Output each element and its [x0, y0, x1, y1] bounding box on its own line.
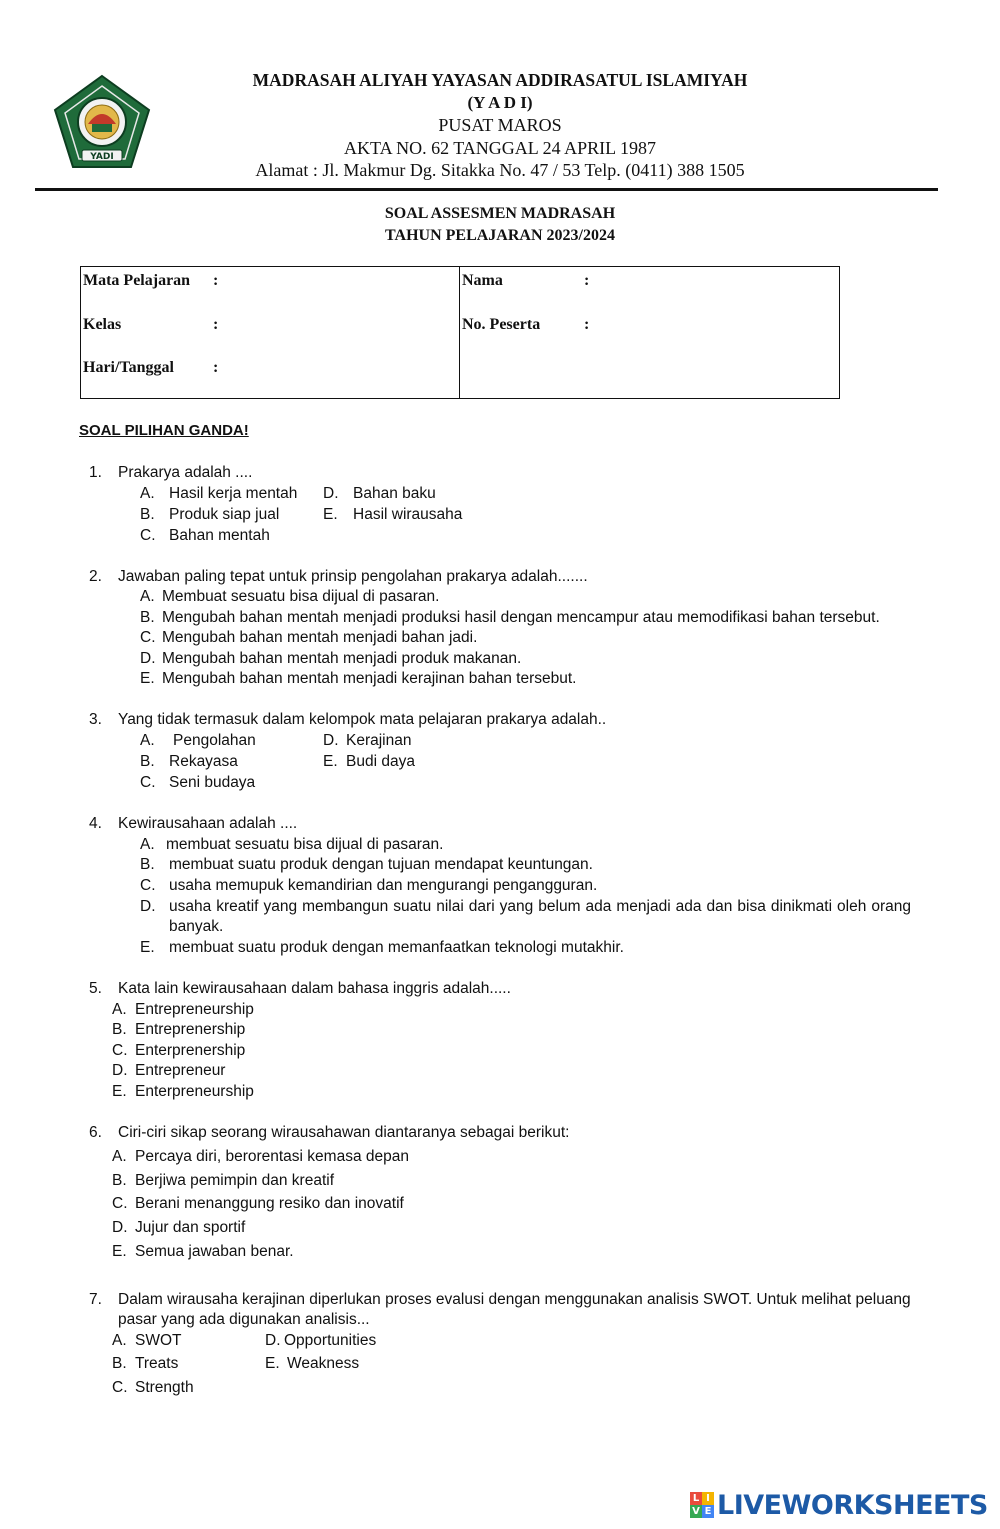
school-abbrev: (Y A D I)	[467, 93, 533, 112]
option-text: Weakness	[287, 1355, 360, 1372]
option-text: SWOT	[135, 1332, 182, 1349]
question-number: 4.	[89, 815, 102, 832]
question-number: 6.	[89, 1124, 102, 1141]
option-letter: C.	[140, 877, 156, 894]
option-letter: A.	[140, 732, 155, 749]
option-letter: B.	[112, 1355, 127, 1372]
option-text: Berani menanggung resiko dan inovatif	[135, 1195, 404, 1212]
option-letter: D.	[112, 1062, 128, 1079]
option-letter: C.	[140, 527, 156, 544]
question-text: Ciri-ciri sikap seorang wirausahawan diantaranya sebagai berikut:	[118, 1124, 570, 1141]
option-letter: A.	[112, 1001, 127, 1018]
option-text: usaha memupuk kemandirian dan mengurangi pengangguran.	[169, 877, 598, 894]
option-letter: C.	[112, 1195, 128, 1212]
option-letter: A.	[112, 1332, 127, 1349]
option-letter: E.	[265, 1355, 280, 1372]
question-number: 3.	[89, 711, 102, 728]
option-text-continuation: banyak.	[169, 918, 224, 935]
option-text: Bahan baku	[353, 485, 436, 502]
question-number: 7.	[89, 1291, 102, 1308]
option-letter: E.	[140, 670, 155, 687]
option-text: Hasil kerja mentah	[169, 485, 298, 502]
participant-number-colon: :	[584, 316, 590, 333]
option-letter: A.	[140, 485, 155, 502]
option-text: Entrepreneur	[135, 1062, 226, 1079]
question-text: Jawaban paling tepat untuk prinsip pengolahan prakarya adalah.......	[118, 568, 588, 585]
question-number: 1.	[89, 464, 102, 481]
option-letter: C.	[112, 1042, 128, 1059]
header-divider	[35, 188, 938, 191]
name-label: Nama	[462, 272, 503, 289]
class-colon: :	[213, 316, 219, 333]
option-letter: E.	[323, 506, 338, 523]
option-text: usaha kreatif yang membangun suatu nilai dari yang belum ada menjadi ada dan bisa dinikmati oleh orang	[169, 898, 911, 915]
option-letter: D.	[140, 898, 156, 915]
option-text: Seni budaya	[169, 774, 256, 791]
option-text: Kerajinan	[346, 732, 412, 749]
option-letter: B.	[140, 856, 155, 873]
question-number: 2.	[89, 568, 102, 585]
question-text: Yang tidak termasuk dalam kelompok mata pelajaran prakarya adalah..	[118, 711, 607, 728]
option-letter: E.	[112, 1243, 127, 1260]
option-text: Pengolahan	[173, 732, 256, 749]
option-letter: C.	[112, 1379, 128, 1396]
question-text: Dalam wirausaha kerajinan diperlukan proses evalusi dengan menggunakan analisis SWOT. Untuk melihat peluang	[118, 1291, 911, 1308]
option-letter: D.	[323, 485, 339, 502]
option-letter: C.	[140, 629, 156, 646]
option-letter: B.	[112, 1172, 127, 1189]
question-text: Kata lain kewirausahaan dalam bahasa inggris adalah.....	[118, 980, 511, 997]
liveworksheets-watermark[interactable]	[690, 1488, 988, 1522]
option-text: Entreprenership	[135, 1021, 246, 1038]
option-text: Entrepreneurship	[135, 1001, 254, 1018]
option-text: Enterprenership	[135, 1042, 246, 1059]
question-text-continuation: pasar yang ada digunakan analisis...	[118, 1311, 370, 1328]
option-letter: A.	[112, 1148, 127, 1165]
option-text: Hasil wirausaha	[353, 506, 463, 523]
info-divider	[459, 267, 460, 398]
option-letter: E.	[323, 753, 338, 770]
watermark-text: LIVEWORKSHEETS	[717, 1489, 988, 1521]
date-colon: :	[213, 359, 219, 376]
option-letter: E.	[112, 1083, 127, 1100]
option-letter: B.	[112, 1021, 127, 1038]
option-letter: A.	[140, 836, 155, 853]
option-text: Rekayasa	[169, 753, 238, 770]
subject-colon: :	[213, 272, 219, 289]
option-text: Budi daya	[346, 753, 415, 770]
option-text: membuat suatu produk dengan tujuan mendapat keuntungan.	[169, 856, 593, 873]
section-title: SOAL PILIHAN GANDA!	[79, 422, 249, 439]
option-letter: E.	[140, 939, 155, 956]
option-text: membuat suatu produk dengan memanfaatkan teknologi mutakhir.	[169, 939, 624, 956]
option-letter: B.	[140, 609, 155, 626]
school-location: PUSAT MAROS	[438, 115, 562, 135]
option-text: Mengubah bahan mentah menjadi produk makanan.	[162, 650, 522, 667]
option-text: Bahan mentah	[169, 527, 270, 544]
participant-number-label: No. Peserta	[462, 316, 541, 333]
logo-tile: I	[702, 1492, 714, 1505]
class-label: Kelas	[83, 316, 122, 333]
svg-text:YADI: YADI	[90, 152, 114, 162]
logo-tile: L	[690, 1492, 702, 1505]
logo-tile: V	[690, 1505, 702, 1518]
option-letter: D.	[140, 650, 156, 667]
exam-title: SOAL ASSESMEN MADRASAH	[384, 205, 616, 222]
question-number: 5.	[89, 980, 102, 997]
option-letter: D.	[323, 732, 339, 749]
student-info-box	[80, 266, 840, 399]
option-text: Mengubah bahan mentah menjadi kerajinan bahan tersebut.	[162, 670, 577, 687]
subject-label: Mata Pelajaran	[83, 272, 191, 289]
option-text: Treats	[135, 1355, 179, 1372]
option-text: Opportunities	[284, 1332, 377, 1349]
school-logo	[52, 74, 152, 174]
exam-year: TAHUN PELAJARAN 2023/2024	[385, 227, 615, 244]
option-letter: B.	[140, 506, 155, 523]
option-text: Mengubah bahan mentah menjadi produksi hasil dengan mencampur atau memodifikasi bahan tersebut.	[162, 609, 880, 626]
option-text: Semua jawaban benar.	[135, 1243, 294, 1260]
school-name: MADRASAH ALIYAH YAYASAN ADDIRASATUL ISLAMIYAH	[252, 70, 748, 90]
liveworksheets-logo-icon	[690, 1492, 714, 1518]
option-text: Membuat sesuatu bisa dijual di pasaran.	[162, 588, 440, 605]
option-text: Mengubah bahan mentah menjadi bahan jadi.	[162, 629, 478, 646]
option-text: Strength	[135, 1379, 194, 1396]
option-text: Percaya diri, berorentasi kemasa depan	[135, 1148, 409, 1165]
school-deed: AKTA NO. 62 TANGGAL 24 APRIL 1987	[344, 138, 656, 158]
option-text: Berjiwa pemimpin dan kreatif	[135, 1172, 335, 1189]
option-text: Produk siap jual	[169, 506, 280, 523]
option-letter: D.	[112, 1219, 128, 1236]
option-text: membuat sesuatu bisa dijual di pasaran.	[166, 836, 444, 853]
name-colon: :	[584, 272, 590, 289]
question-text: Prakarya adalah ....	[118, 464, 253, 481]
option-letter: D.	[265, 1332, 281, 1349]
option-letter: A.	[140, 588, 155, 605]
option-text: Enterpreneurship	[135, 1083, 254, 1100]
option-letter: B.	[140, 753, 155, 770]
option-text: Jujur dan sportif	[135, 1219, 246, 1236]
question-text: Kewirausahaan adalah ....	[118, 815, 298, 832]
date-label: Hari/Tanggal	[83, 359, 174, 376]
option-letter: C.	[140, 774, 156, 791]
logo-tile: E	[702, 1505, 714, 1518]
school-address: Alamat : Jl. Makmur Dg. Sitakka No. 47 / 53 Telp. (0411) 388 1505	[255, 160, 745, 180]
